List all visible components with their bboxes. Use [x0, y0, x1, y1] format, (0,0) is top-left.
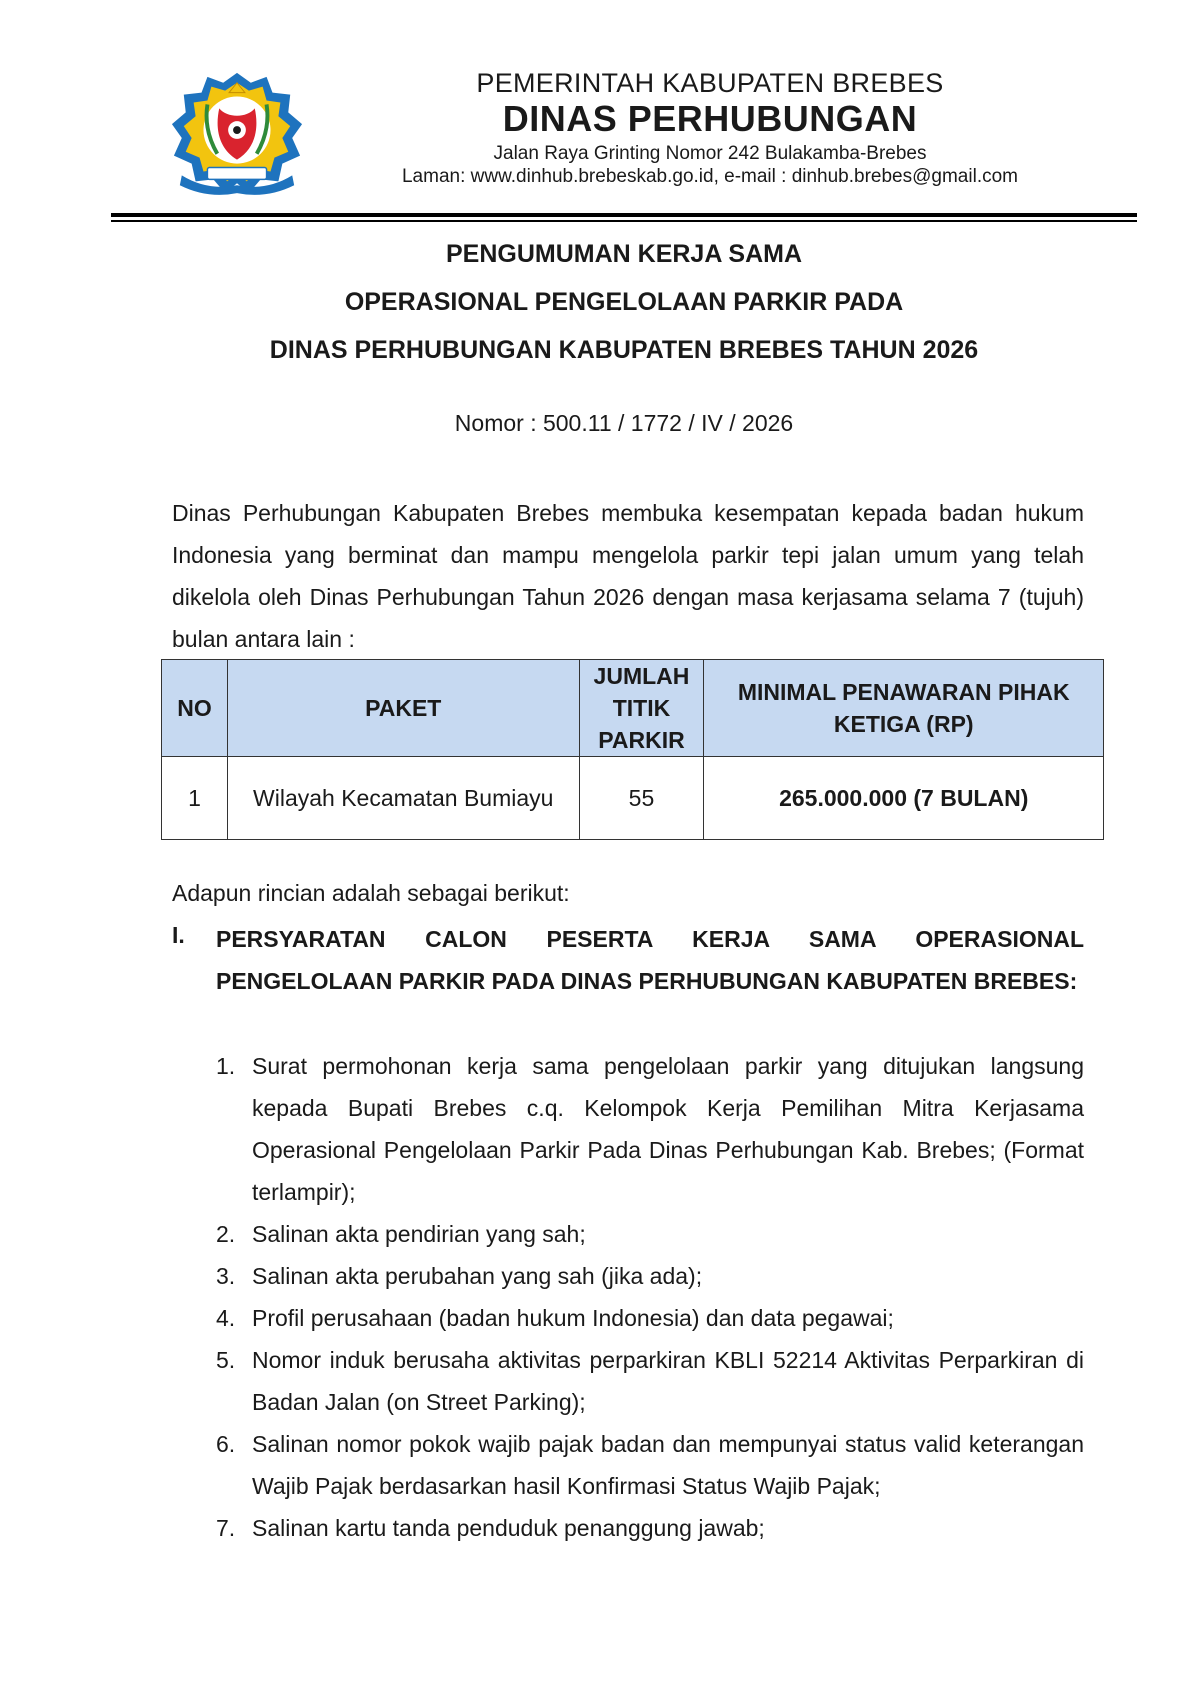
cell-no: 1 [162, 757, 228, 840]
list-item-number: 1. [216, 1053, 236, 1079]
letterhead-rule-thin [111, 220, 1137, 222]
section-number: I. [172, 922, 185, 948]
table-header-row [162, 660, 1104, 757]
list-item-number: 3. [216, 1263, 236, 1289]
table-row [162, 757, 1104, 840]
section-title: PERSYARATAN CALON PESERTA KERJA SAMA OPERASIONAL PENGELOLAAN PARKIR PADA DINAS PERHUBUNGAN KABUPATEN BREBES: [216, 926, 1084, 994]
government-name: PEMERINTAH KABUPATEN BREBES [476, 68, 944, 98]
cell-minimal-penawaran: 265.000.000 (7 BULAN) [704, 757, 1104, 840]
list-item [216, 1045, 1084, 1213]
letterhead-rule-thick [111, 213, 1137, 217]
list-item-text: Profil perusahaan (badan hukum Indonesia) dan data pegawai; [252, 1305, 894, 1331]
department-name: DINAS PERHUBUNGAN [502, 98, 918, 139]
list-item-number: 2. [216, 1221, 236, 1247]
list-item-text: Nomor induk berusaha aktivitas perparkiran KBLI 52214 Aktivitas Perparkiran di Badan Jalan (on Street Parking); [252, 1347, 1084, 1415]
office-address: Jalan Raya Grinting Nomor 242 Bulakamba-Brebes [493, 143, 927, 164]
announcement-title-line-2: OPERASIONAL PENGELOLAAN PARKIR PADA [344, 288, 904, 316]
list-item-text: Salinan akta pendirian yang sah; [252, 1221, 586, 1247]
announcement-title-line-1: PENGUMUMAN KERJA SAMA [445, 240, 803, 268]
details-intro: Adapun rincian adalah sebagai berikut: [172, 880, 570, 906]
list-item-text: Surat permohonan kerja sama pengelolaan parkir yang ditujukan langsung kepada Bupati Brebes c.q. Kelompok Kerja Pemilihan Mitra Kerjasama Operasional Pengelolaan Parkir Pada Dinas Perhubungan Kab. Brebes; (Format terlampir); [252, 1053, 1084, 1205]
list-item-number: 7. [216, 1515, 236, 1541]
list-item [216, 1213, 1084, 1255]
header-jumlah-titik-parkir: JUMLAH TITIK PARKIR [579, 660, 704, 757]
announcement-title-line-3: DINAS PERHUBUNGAN KABUPATEN BREBES TAHUN 2026 [269, 336, 979, 364]
intro-paragraph: Dinas Perhubungan Kabupaten Brebes membuka kesempatan kepada badan hukum Indonesia yang berminat dan mampu mengelola parkir tepi jalan umum yang telah dikelola oleh Dinas Perhubungan Tahun 2026 dengan masa kerjasama selama 7 (tujuh) bulan antara lain : [172, 500, 1084, 652]
list-item [216, 1423, 1084, 1507]
list-item [216, 1339, 1084, 1423]
document-number: Nomor : 500.11 / 1772 / IV / 2026 [454, 410, 794, 436]
package-table [161, 659, 1104, 840]
list-item-text: Salinan nomor pokok wajib pajak badan dan mempunyai status valid keterangan Wajib Pajak berdasarkan hasil Konfirmasi Status Wajib Pajak; [252, 1431, 1084, 1499]
requirements-list [216, 1045, 1084, 1549]
list-item-number: 6. [216, 1431, 236, 1457]
brebes-emblem-logo [168, 68, 306, 200]
website-email: Laman: www.dinhub.brebeskab.go.id, e-mail : dinhub.brebes@gmail.com [401, 166, 1018, 187]
header-no: NO [162, 660, 228, 757]
list-item-number: 5. [216, 1347, 236, 1373]
list-item-text: Salinan kartu tanda penduduk penanggung jawab; [252, 1515, 765, 1541]
cell-jumlah-titik: 55 [579, 757, 704, 840]
header-paket: PAKET [227, 660, 579, 757]
cell-paket: Wilayah Kecamatan Bumiayu [227, 757, 579, 840]
header-minimal-penawaran: MINIMAL PENAWARAN PIHAK KETIGA (RP) [704, 660, 1104, 757]
list-item [216, 1507, 1084, 1549]
list-item [216, 1297, 1084, 1339]
list-item [216, 1255, 1084, 1297]
list-item-text: Salinan akta perubahan yang sah (jika ada); [252, 1263, 703, 1289]
list-item-number: 4. [216, 1305, 236, 1331]
